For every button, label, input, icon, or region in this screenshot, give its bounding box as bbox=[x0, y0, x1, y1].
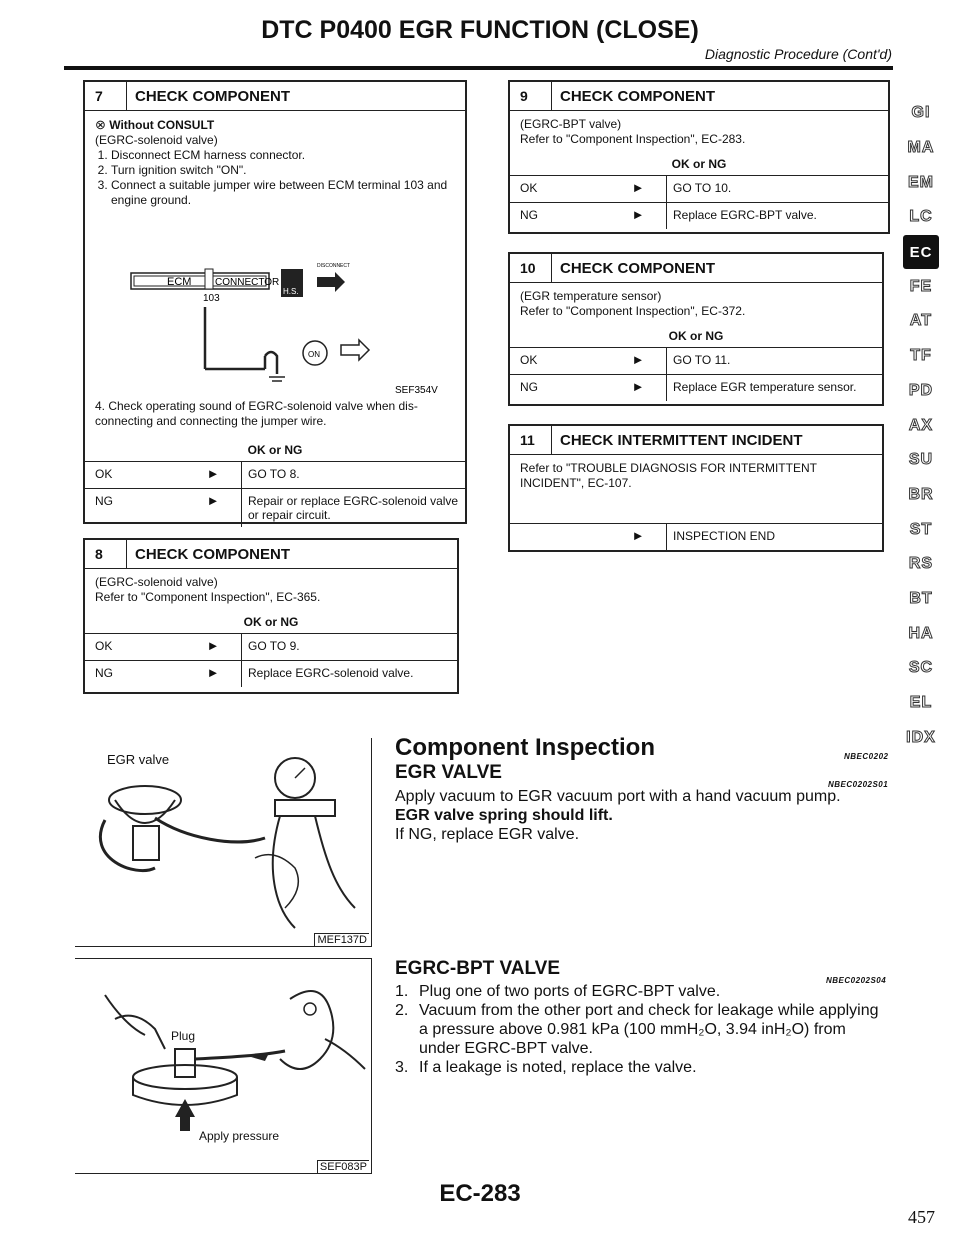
figure-label: EGR valve bbox=[107, 752, 170, 767]
egr-instruction: Apply vacuum to EGR vacuum port with a hand vacuum pump. bbox=[395, 788, 841, 805]
step-number: 11 bbox=[510, 426, 552, 454]
reference-text: Refer to "Component Inspection", EC-283. bbox=[520, 132, 746, 146]
egr-spec: EGR valve spring should lift. bbox=[395, 807, 613, 824]
tab-ha[interactable]: HA bbox=[908, 624, 934, 642]
result-key: NG bbox=[95, 494, 113, 508]
tab-ax[interactable]: AX bbox=[908, 416, 934, 434]
result-action: Replace EGRC-solenoid valve. bbox=[241, 661, 457, 687]
bpt-steps: 1. Plug one of two ports of EGRC-BPT valve. 2. Vacuum from the other port and check for leakage while applying a pressure above 0.981 kPa (100 mmH₂O, 3.94 inH₂O) from under EGRC-BPT valve. 3. If a leakage is noted, replace the valve. bbox=[395, 982, 885, 1077]
page-number: 457 bbox=[908, 1207, 935, 1227]
table-row bbox=[510, 347, 882, 374]
step-number: 9 bbox=[510, 82, 552, 110]
without-consult-label: Without CONSULT bbox=[109, 118, 215, 132]
table-row bbox=[510, 374, 882, 401]
tab-st[interactable]: ST bbox=[909, 520, 933, 538]
apply-pressure-label: Apply pressure bbox=[199, 1129, 280, 1143]
result-key: NG bbox=[520, 380, 538, 394]
terminal-label: 103 bbox=[203, 293, 220, 304]
result-action: Replace EGR temperature sensor. bbox=[666, 375, 882, 401]
figure-egr-valve bbox=[75, 738, 372, 947]
egr-valve-illustration bbox=[75, 738, 369, 944]
table-row bbox=[85, 660, 457, 687]
step-title: CHECK COMPONENT bbox=[135, 545, 291, 563]
egr-action: If NG, replace EGR valve. bbox=[395, 826, 580, 843]
step-title: CHECK COMPONENT bbox=[135, 87, 291, 105]
tab-bt[interactable]: BT bbox=[909, 589, 933, 607]
table-row bbox=[510, 175, 888, 202]
tab-ec[interactable]: EC bbox=[903, 235, 939, 270]
tab-at[interactable]: AT bbox=[909, 312, 933, 330]
reference-text: Refer to "TROUBLE DIAGNOSIS FOR INTERMITTENT INCIDENT", EC-107. bbox=[520, 461, 817, 490]
tab-pd[interactable]: PD bbox=[908, 381, 934, 399]
step-item: 3. Connect a suitable jumper wire between ECM terminal 103 and engine ground. bbox=[111, 178, 455, 208]
figure-code: MEF137D bbox=[314, 933, 369, 946]
ok-ng-header: OK or NG bbox=[247, 443, 303, 457]
result-key: OK bbox=[520, 353, 538, 367]
step-title: CHECK INTERMITTENT INCIDENT bbox=[560, 431, 803, 449]
ok-ng-header: OK or NG bbox=[671, 157, 727, 171]
disconnect-label: DISCONNECT bbox=[317, 263, 351, 269]
step-number: 7 bbox=[85, 82, 127, 110]
step-number: 8 bbox=[85, 540, 127, 568]
component-name: (EGRC-BPT valve) bbox=[520, 117, 622, 131]
egr-valve-heading: EGR VALVE bbox=[395, 762, 502, 783]
reference-text: Refer to "Component Inspection", EC-365. bbox=[95, 590, 321, 604]
tab-lc[interactable]: LC bbox=[909, 208, 933, 226]
bpt-step: Vacuum from the other port and check for leakage while applying a pressure above 0.981 kPa (100 mmH₂O, 3.94 inH₂O) from under EGRC-BPT valve. bbox=[419, 1002, 879, 1057]
table-row bbox=[85, 488, 465, 527]
result-key: OK bbox=[520, 181, 538, 195]
arrow-icon: ► bbox=[631, 180, 645, 195]
figure-egrc-bpt-valve bbox=[75, 958, 372, 1174]
page-footer: EC-283 bbox=[439, 1180, 521, 1207]
step-8-box bbox=[83, 538, 459, 694]
result-action: GO TO 11. bbox=[666, 348, 882, 374]
step-11-box bbox=[508, 424, 884, 552]
arrow-icon: ► bbox=[206, 665, 220, 680]
result-key: NG bbox=[95, 666, 113, 680]
tab-fe[interactable]: FE bbox=[909, 277, 933, 295]
tab-idx[interactable]: IDX bbox=[906, 728, 936, 746]
ok-ng-header: OK or NG bbox=[668, 329, 724, 343]
page-subtitle: Diagnostic Procedure (Cont'd) bbox=[704, 46, 892, 62]
figure-code: SEF083P bbox=[317, 1160, 369, 1173]
result-action: Replace EGRC-BPT valve. bbox=[666, 203, 888, 229]
result-action: GO TO 9. bbox=[241, 634, 457, 660]
tab-su[interactable]: SU bbox=[908, 451, 934, 469]
step-7-box bbox=[83, 80, 467, 524]
bpt-valve-heading: EGRC-BPT VALVE bbox=[395, 958, 561, 979]
tab-tf[interactable]: TF bbox=[910, 347, 932, 365]
ecm-label: ECM bbox=[167, 276, 192, 288]
bpt-valve-code: NBEC0202S04 bbox=[826, 976, 887, 985]
result-key: OK bbox=[95, 467, 113, 481]
arrow-icon: ► bbox=[206, 466, 220, 481]
tab-gi[interactable]: GI bbox=[911, 104, 931, 122]
result-action: Repair or replace EGRC-solenoid valve or repair circuit. bbox=[241, 489, 465, 527]
bpt-step: Plug one of two ports of EGRC-BPT valve. bbox=[419, 983, 721, 1000]
tab-em[interactable]: EM bbox=[908, 173, 934, 191]
connect-icon bbox=[341, 340, 369, 360]
tab-rs[interactable]: RS bbox=[908, 555, 934, 573]
step-4-text: 4. Check operating sound of EGRC-solenoid valve when dis-connecting and connecting the jumper wire. bbox=[95, 399, 418, 428]
component-name: (EGR temperature sensor) bbox=[520, 289, 662, 303]
tab-sc[interactable]: SC bbox=[908, 659, 934, 677]
step-10-box bbox=[508, 252, 884, 406]
step-number: 10 bbox=[510, 254, 552, 282]
component-name: (EGRC-solenoid valve) bbox=[95, 575, 218, 589]
section-heading: Component Inspection bbox=[395, 734, 655, 761]
result-action: GO TO 10. bbox=[666, 176, 888, 202]
tab-br[interactable]: BR bbox=[908, 485, 934, 503]
bpt-step: If a leakage is noted, replace the valve. bbox=[419, 1059, 697, 1076]
table-row bbox=[85, 461, 465, 488]
reference-text: Refer to "Component Inspection", EC-372. bbox=[520, 304, 746, 318]
step-9-box bbox=[508, 80, 890, 234]
result-key: NG bbox=[520, 208, 538, 222]
result-key bbox=[510, 524, 610, 550]
tab-el[interactable]: EL bbox=[909, 694, 933, 712]
table-row bbox=[510, 202, 888, 229]
arrow-up-icon bbox=[175, 1099, 195, 1131]
arrow-icon: ► bbox=[631, 379, 645, 394]
connector-label: CONNECTOR bbox=[215, 277, 280, 288]
section-code: NBEC0202 bbox=[844, 752, 889, 761]
ignition-on-label: ON bbox=[308, 350, 320, 359]
component-name: (EGRC-solenoid valve) bbox=[95, 133, 218, 147]
jumper-wire-diagram bbox=[95, 261, 453, 401]
section-tabs bbox=[903, 96, 939, 755]
page-title: DTC P0400 EGR FUNCTION (CLOSE) bbox=[261, 16, 699, 44]
tab-ma[interactable]: MA bbox=[907, 139, 935, 157]
table-row bbox=[510, 523, 882, 550]
consult-off-icon: ⊗ bbox=[95, 117, 106, 132]
egr-valve-code: NBEC0202S01 bbox=[828, 780, 889, 789]
step-title: CHECK COMPONENT bbox=[560, 87, 716, 105]
result-action: GO TO 8. bbox=[241, 462, 465, 488]
header-rule bbox=[64, 66, 893, 70]
step-item: 1. Disconnect ECM harness connector. bbox=[111, 148, 455, 163]
hs-label: H.S. bbox=[283, 287, 299, 296]
result-key: OK bbox=[95, 639, 113, 653]
step-list bbox=[95, 148, 455, 208]
arrow-icon: ► bbox=[206, 638, 220, 653]
table-row bbox=[85, 633, 457, 660]
step-item: 2. Turn ignition switch "ON". bbox=[111, 163, 455, 178]
ok-ng-header: OK or NG bbox=[243, 615, 299, 629]
disconnect-icon bbox=[317, 272, 345, 292]
result-action: INSPECTION END bbox=[666, 524, 882, 550]
arrow-icon: ► bbox=[631, 352, 645, 367]
step-title: CHECK COMPONENT bbox=[560, 259, 716, 277]
arrow-icon: ► bbox=[631, 207, 645, 222]
plug-label: Plug bbox=[171, 1029, 196, 1043]
figure-code: SEF354V bbox=[395, 385, 438, 396]
arrow-icon: ► bbox=[631, 528, 645, 543]
arrow-icon: ► bbox=[206, 493, 220, 508]
